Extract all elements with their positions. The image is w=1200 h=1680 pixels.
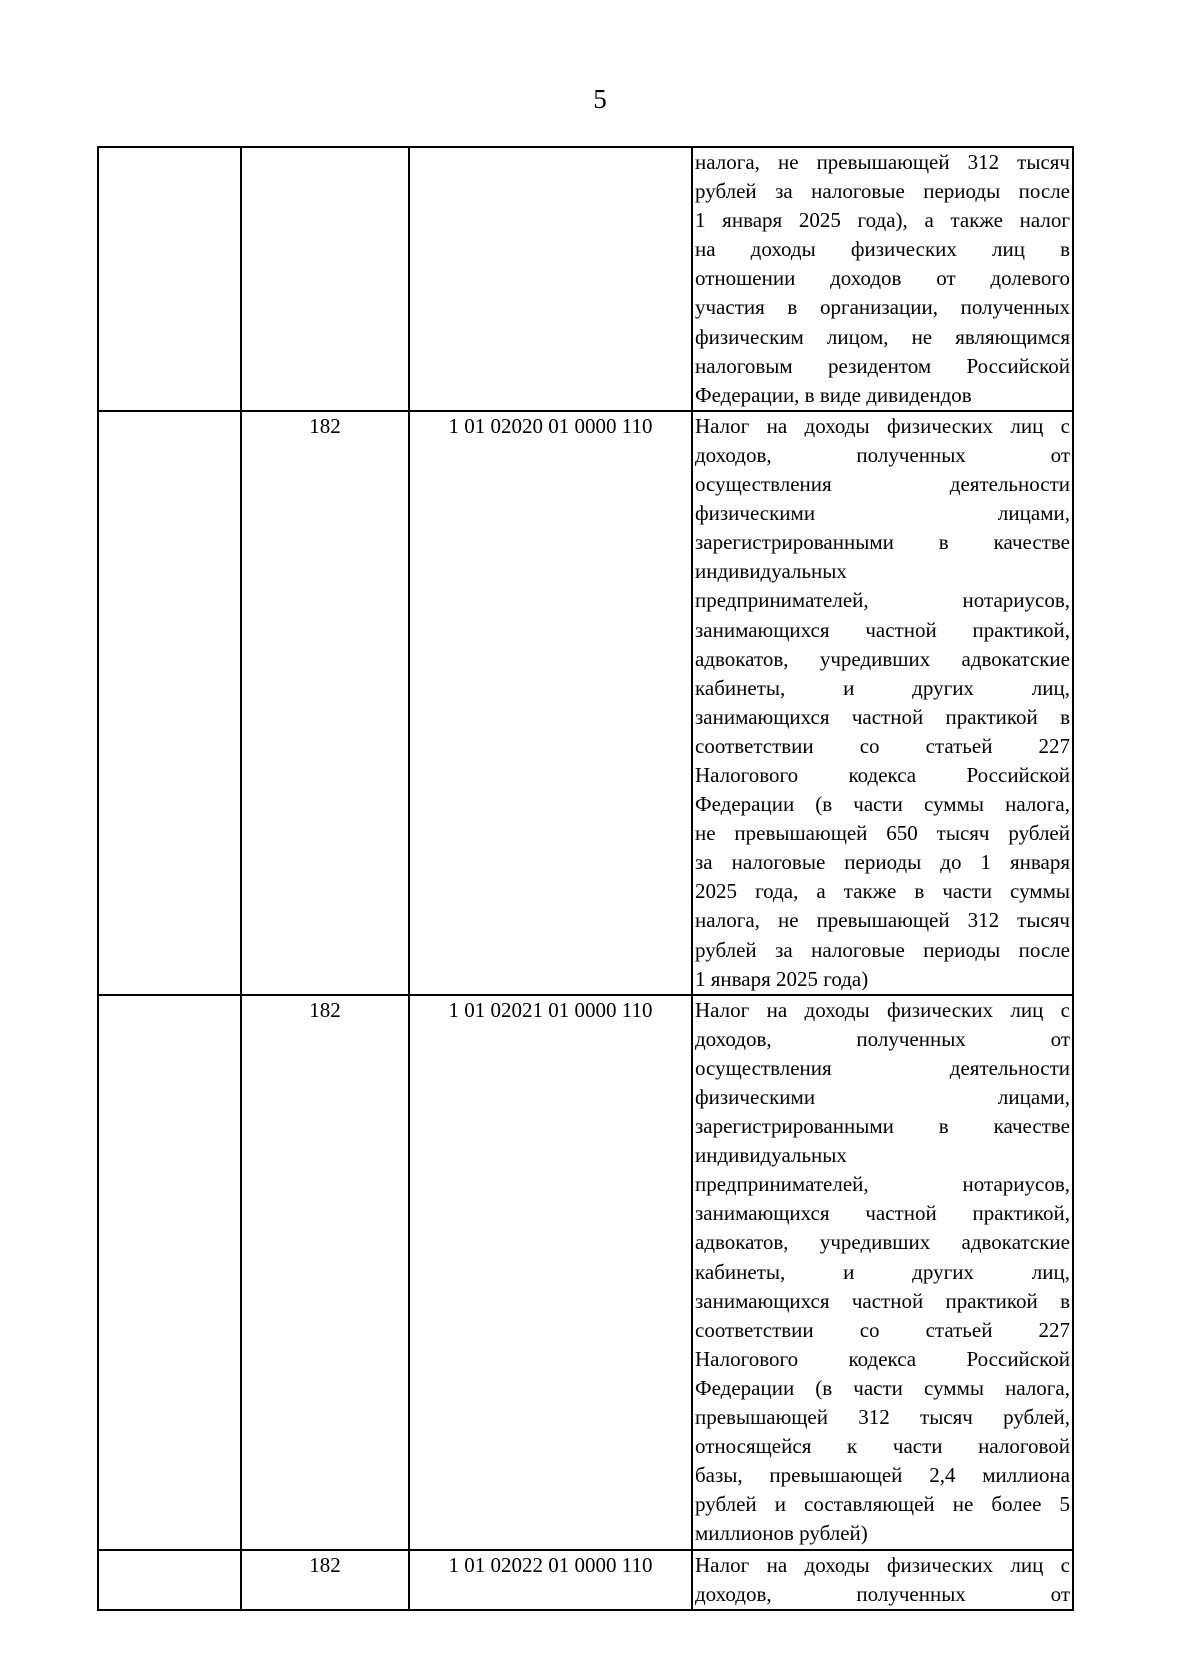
cell-description [692, 411, 1073, 995]
description-line: кабинеты, и других лиц, [695, 1259, 1070, 1284]
description-line: налоговым резидентом Российской [695, 353, 1070, 378]
description-line: доходов, полученных от [695, 1581, 1070, 1606]
description-line: зарегистрированными в качестве [695, 530, 1070, 555]
table-row [98, 995, 1073, 1550]
description-line: Федерации (в части суммы налога, [695, 792, 1070, 817]
description-line: предпринимателей, нотариусов, [695, 1172, 1070, 1197]
description-line: рублей за налоговые периоды после [695, 937, 1070, 962]
description-line: физическими лицами, [695, 501, 1070, 526]
description-line: рублей за налоговые периоды после [695, 179, 1070, 204]
description-line: адвокатов, учредивших адвокатские [695, 1230, 1070, 1255]
description-line: предпринимателей, нотариусов, [695, 588, 1070, 613]
table-row [98, 1550, 1073, 1610]
description-line: кабинеты, и других лиц, [695, 675, 1070, 700]
description-line: занимающихся частной практикой в [695, 1288, 1070, 1313]
description-line: за налоговые периоды до 1 января [695, 850, 1070, 875]
description-line: относящейся к части налоговой [695, 1434, 1070, 1459]
cell-blank [98, 411, 241, 995]
cell-blank [98, 1550, 241, 1610]
page-number: 5 [593, 84, 607, 114]
cell-budget-classification-code: 1 01 02020 01 0000 110 [409, 411, 692, 995]
description-line: Федерации (в части суммы налога, [695, 1375, 1070, 1400]
description-line: осуществления деятельности [695, 472, 1070, 497]
description-line: соответствии со статьей 227 [695, 733, 1070, 758]
description-line: Федерации, в виде дивидендов [695, 382, 972, 407]
description-line: налога, не превышающей 312 тысяч [695, 908, 1070, 933]
description-line: физическими лицами, [695, 1085, 1070, 1109]
description-line: занимающихся частной практикой в [695, 704, 1070, 729]
description-line: Налог на доходы физических лиц с [695, 413, 1070, 438]
description-line: занимающихся частной практикой, [695, 617, 1070, 642]
cell-budget-classification-code: 1 01 02022 01 0000 110 [409, 1550, 692, 1610]
description-line: превышающей 312 тысяч рублей, [695, 1405, 1070, 1430]
cell-budget-classification-code [409, 147, 692, 411]
cell-blank [98, 995, 241, 1550]
description-line: базы, превышающей 2,4 миллиона [695, 1463, 1070, 1488]
cell-blank [98, 147, 241, 411]
cell-description [692, 147, 1073, 411]
description-line: индивидуальных [695, 1143, 847, 1168]
cell-budget-classification-code: 1 01 02021 01 0000 110 [409, 995, 692, 1550]
description-line: рублей и составляющей не более 5 [695, 1492, 1070, 1517]
description-line: налога, не превышающей 312 тысяч [695, 150, 1070, 174]
description-line: 1 января 2025 года), а также налог [695, 208, 1070, 233]
description-line: 2025 года, а также в части суммы [695, 879, 1070, 904]
description-line: физическим лицом, не являющимся [695, 324, 1070, 349]
table-row [98, 147, 1073, 411]
cell-administrator-code: 182 [241, 1550, 409, 1610]
description-line: адвокатов, учредивших адвокатские [695, 646, 1070, 671]
description-line: занимающихся частной практикой, [695, 1201, 1070, 1226]
description-line: индивидуальных [695, 559, 847, 584]
description-line: осуществления деятельности [695, 1055, 1070, 1080]
description-line: Налог на доходы физических лиц с [695, 1552, 1070, 1577]
description-line: Налог на доходы физических лиц с [695, 997, 1070, 1022]
revenue-codes-table [97, 146, 1074, 1611]
table-row [98, 411, 1073, 995]
description-line: соответствии со статьей 227 [695, 1317, 1070, 1342]
description-line: миллионов рублей) [695, 1521, 868, 1546]
description-line: участия в организации, полученных [695, 295, 1070, 320]
description-line: 1 января 2025 года) [695, 966, 869, 991]
description-line: отношении доходов от долевого [695, 266, 1070, 291]
cell-administrator-code: 182 [241, 411, 409, 995]
cell-administrator-code: 182 [241, 995, 409, 1550]
cell-administrator-code [241, 147, 409, 411]
description-line: Налогового кодекса Российской [695, 762, 1070, 787]
description-line: Налогового кодекса Российской [695, 1346, 1070, 1371]
description-line: доходов, полученных от [695, 442, 1070, 467]
cell-description [692, 1550, 1073, 1610]
cell-description [692, 995, 1073, 1550]
description-line: зарегистрированными в качестве [695, 1114, 1070, 1139]
description-line: не превышающей 650 тысяч рублей [695, 821, 1070, 846]
description-line: на доходы физических лиц в [695, 237, 1070, 262]
description-line: доходов, полученных от [695, 1026, 1070, 1051]
